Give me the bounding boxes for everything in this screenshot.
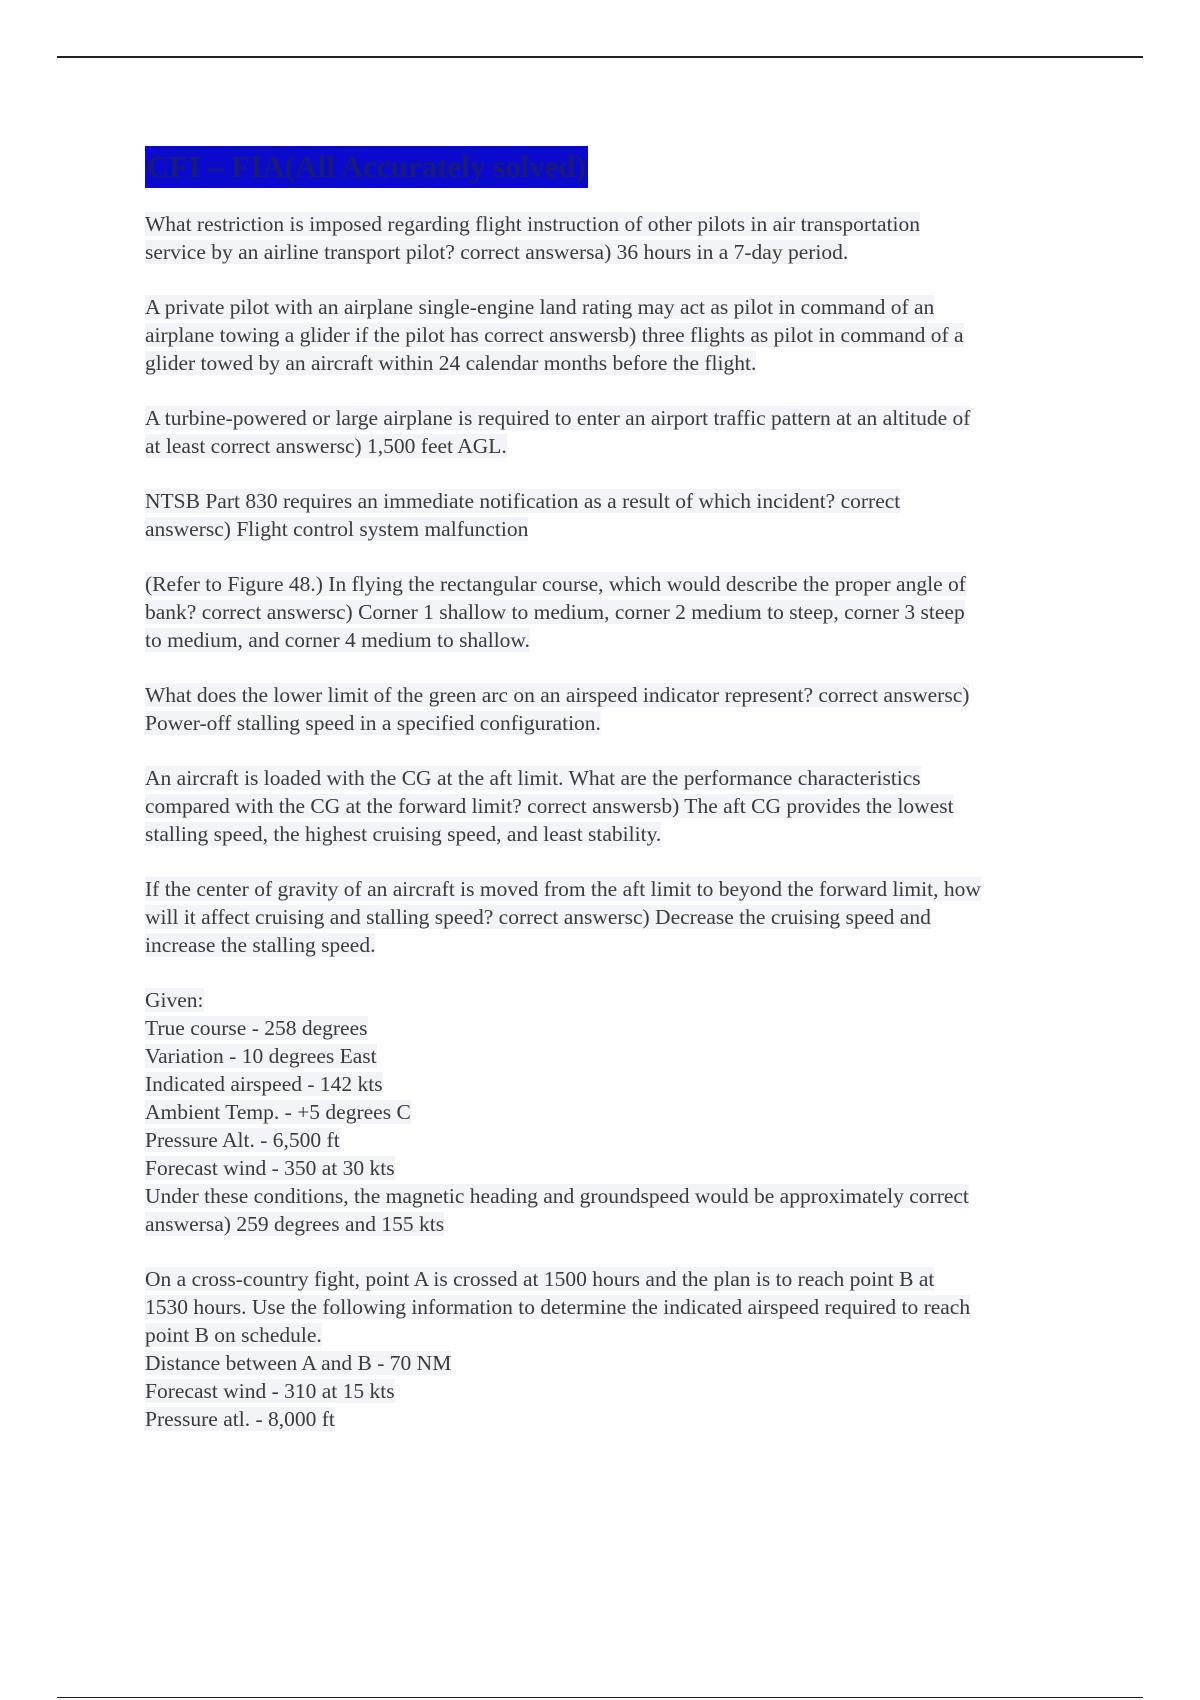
qa-line: Indicated airspeed - 142 kts xyxy=(145,1072,383,1096)
qa-line: service by an airline transport pilot? correct answersa) 36 hours in a 7-day period. xyxy=(145,240,849,264)
qa-line: stalling speed, the highest cruising speed, and least stability. xyxy=(145,822,662,846)
qa-line: Variation - 10 degrees East xyxy=(145,1044,377,1068)
qa-line: Ambient Temp. - +5 degrees C xyxy=(145,1100,411,1124)
qa-item-10 xyxy=(145,1265,1095,1433)
qa-line: increase the stalling speed. xyxy=(145,933,376,957)
qa-line: An aircraft is loaded with the CG at the aft limit. What are the performance characteristics xyxy=(145,766,921,790)
qa-line: at least correct answersc) 1,500 feet AGL. xyxy=(145,434,507,458)
qa-line: Pressure Alt. - 6,500 ft xyxy=(145,1128,340,1152)
qa-line: What does the lower limit of the green arc on an airspeed indicator represent? correct answersc) xyxy=(145,683,970,707)
qa-line: glider towed by an aircraft within 24 calendar months before the flight. xyxy=(145,351,757,375)
qa-line: bank? correct answersc) Corner 1 shallow to medium, corner 2 medium to steep, corner 3 steep xyxy=(145,600,965,624)
qa-item-2 xyxy=(145,293,1095,377)
document-body xyxy=(145,146,1095,1460)
qa-line: Distance between A and B - 70 NM xyxy=(145,1351,452,1375)
qa-line: A private pilot with an airplane single-engine land rating may act as pilot in command of an xyxy=(145,295,935,319)
document-title: CFI – FIA(All Accurately solved) xyxy=(145,146,588,188)
qa-line: airplane towing a glider if the pilot has correct answersb) three flights as pilot in command of a xyxy=(145,323,964,347)
qa-line: point B on schedule. xyxy=(145,1323,322,1347)
qa-item-6 xyxy=(145,681,1095,737)
qa-item-4 xyxy=(145,487,1095,543)
qa-line: answersa) 259 degrees and 155 kts xyxy=(145,1212,445,1236)
footer-rule xyxy=(57,1697,1143,1698)
qa-line: will it affect cruising and stalling speed? correct answersc) Decrease the cruising speed and xyxy=(145,905,931,929)
qa-line: Under these conditions, the magnetic heading and groundspeed would be approximately correct xyxy=(145,1184,969,1208)
qa-item-8 xyxy=(145,875,1095,959)
qa-item-7 xyxy=(145,764,1095,848)
qa-line: What restriction is imposed regarding flight instruction of other pilots in air transportation xyxy=(145,212,921,236)
qa-item-3 xyxy=(145,404,1095,460)
qa-line: Given: xyxy=(145,988,204,1012)
qa-line: Power-off stalling speed in a specified configuration. xyxy=(145,711,601,735)
qa-line: compared with the CG at the forward limit? correct answersb) The aft CG provides the lowest xyxy=(145,794,954,818)
qa-item-1 xyxy=(145,210,1095,266)
qa-line: NTSB Part 830 requires an immediate notification as a result of which incident? correct xyxy=(145,489,901,513)
qa-line: Forecast wind - 350 at 30 kts xyxy=(145,1156,395,1180)
qa-line: answersc) Flight control system malfunction xyxy=(145,517,529,541)
qa-line: On a cross-country fight, point A is crossed at 1500 hours and the plan is to reach point B at xyxy=(145,1267,935,1291)
qa-line: to medium, and corner 4 medium to shallow. xyxy=(145,628,530,652)
qa-item-9 xyxy=(145,986,1095,1238)
qa-line: Pressure atl. - 8,000 ft xyxy=(145,1407,335,1431)
qa-line: A turbine-powered or large airplane is required to enter an airport traffic pattern at an altitude of xyxy=(145,406,971,430)
qa-item-5 xyxy=(145,570,1095,654)
qa-line: (Refer to Figure 48.) In flying the rectangular course, which would describe the proper angle of xyxy=(145,572,966,596)
qa-line: 1530 hours. Use the following information to determine the indicated airspeed required to reach xyxy=(145,1295,971,1319)
qa-line: If the center of gravity of an aircraft is moved from the aft limit to beyond the forward limit, how xyxy=(145,877,981,901)
qa-line: True course - 258 degrees xyxy=(145,1016,368,1040)
qa-line: Forecast wind - 310 at 15 kts xyxy=(145,1379,395,1403)
header-rule xyxy=(57,56,1143,58)
